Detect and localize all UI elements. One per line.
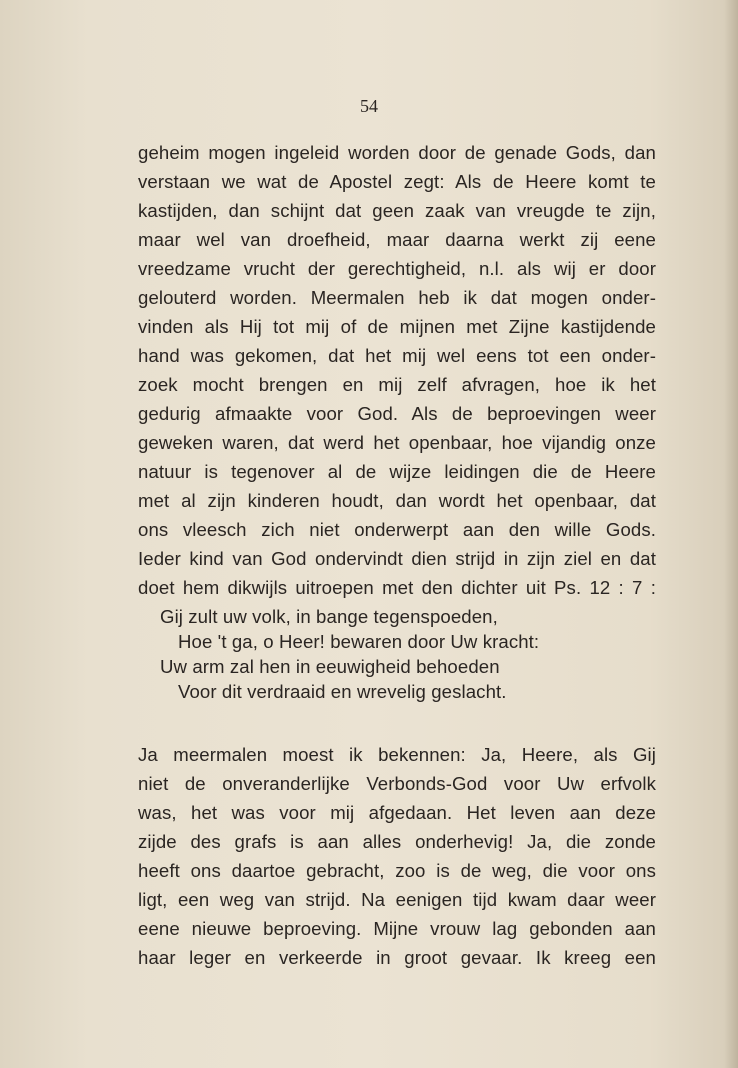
text-line: maar wel van droefheid, maar daarna werkt zij eene — [138, 229, 656, 250]
text-line: Ja meermalen moest ik bekennen: Ja, Heere, als Gij — [138, 744, 656, 765]
verse-line: Voor dit verdraaid en wrevelig geslacht. — [178, 681, 507, 702]
text-line: zoek mocht brengen en mij zelf afvragen, hoe ik het — [138, 374, 656, 395]
text-line: heeft ons daartoe gebracht, zoo is de weg, die voor ons — [138, 860, 656, 881]
text-line: niet de onveranderlijke Verbonds-God voor Uw erfvolk — [138, 773, 656, 794]
text-line: geheim mogen ingeleid worden door de genade Gods, dan — [138, 142, 656, 163]
text-line: vinden als Hij tot mij of de mijnen met Zijne kastijdende — [138, 316, 656, 337]
verse-line: Hoe 't ga, o Heer! bewaren door Uw kracht: — [178, 631, 540, 652]
text-line: gedurig afmaakte voor God. Als de beproevingen weer — [138, 403, 656, 424]
text-line: vreedzame vrucht der gerechtigheid, n.l. als wij er door — [138, 258, 656, 279]
page-number: 54 — [360, 96, 378, 116]
verse-line: Gij zult uw volk, in bange tegenspoeden, — [160, 606, 498, 627]
text-line: ligt, een weg van strijd. Na eenigen tijd kwam daar weer — [138, 889, 656, 910]
text-line: doet hem dikwijls uitroepen met den dichter uit Ps. 12 : 7 : — [138, 577, 656, 598]
psalm-verse — [138, 604, 656, 704]
text-line: verstaan we wat de Apostel zegt: Als de Heere komt te — [138, 171, 656, 192]
text-line: was, het was voor mij afgedaan. Het leven aan deze — [138, 802, 656, 823]
text-line: zijde des grafs is aan alles onderhevig! Ja, die zonde — [138, 831, 656, 852]
text-line: ons vleesch zich niet onderwerpt aan den wille Gods. — [138, 519, 656, 540]
text-line: natuur is tegenover al de wijze leidingen die de Heere — [138, 461, 656, 482]
text-line: Ieder kind van God ondervindt dien strijd in zijn ziel en dat — [138, 548, 656, 569]
text-line: met al zijn kinderen houdt, dan wordt het openbaar, dat — [138, 490, 656, 511]
text-line: haar leger en verkeerde in groot gevaar. Ik kreeg een — [138, 947, 656, 968]
paragraph-2 — [138, 740, 656, 972]
text-line: kastijden, dan schijnt dat geen zaak van vreugde te zijn, — [138, 200, 656, 221]
text-line: gelouterd worden. Meermalen heb ik dat mogen onder- — [138, 287, 656, 308]
text-line: geweken waren, dat werd het openbaar, hoe vijandig onze — [138, 432, 656, 453]
text-line: eene nieuwe beproeving. Mijne vrouw lag gebonden aan — [138, 918, 656, 939]
verse-line: Uw arm zal hen in eeuwigheid behoeden — [160, 656, 500, 677]
paragraph-1 — [138, 138, 656, 602]
text-line: hand was gekomen, dat het mij wel eens tot een onder- — [138, 345, 656, 366]
